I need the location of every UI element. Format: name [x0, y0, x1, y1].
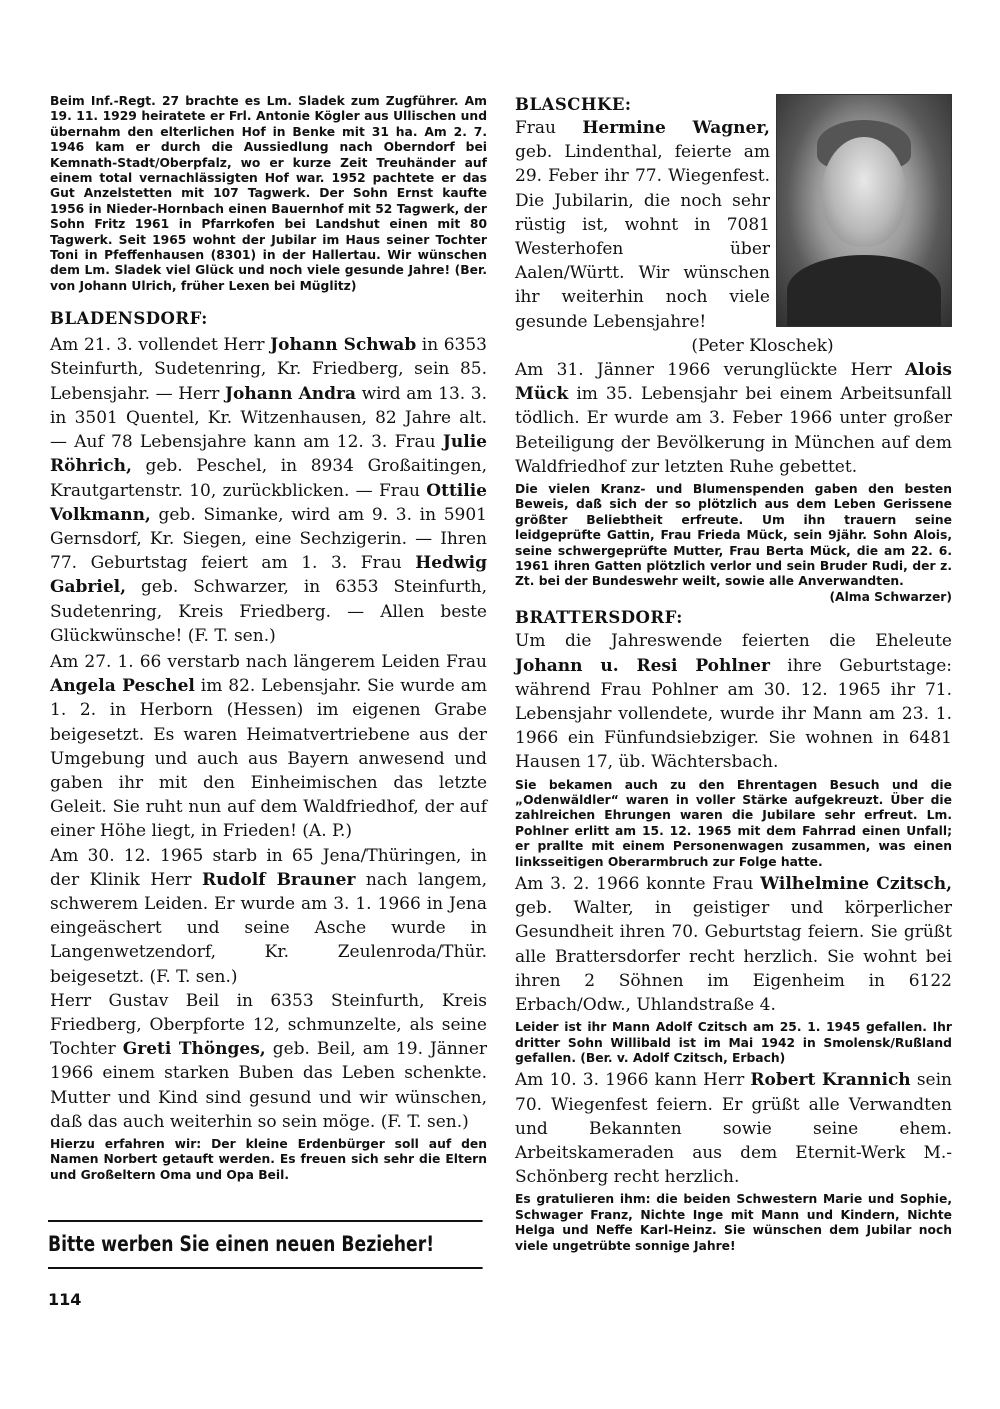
name-johann-resi-pohlner: Johann u. Resi Pohlner — [515, 655, 770, 676]
name-johann-schwab: Johann Schwab — [270, 335, 417, 356]
right-column — [515, 94, 952, 1254]
pohlner-birthday-paragraph: Um die Jahreswende feierten die Eheleute Johann u. Resi Pohlner ihre Geburtstage: während Frau Pohlner am 30. 12. 1965 ihr 71. Lebensjahr vollendete, wurde ihr Mann am 23. 1. 1966 ein Fünfundsiebziger. Sie wohnen in 6481 Hausen 17, üb. Wächtersbach. — [515, 631, 952, 773]
name-norbert: Norbert — [103, 1152, 158, 1167]
blaschke-section — [515, 94, 952, 358]
name-hermine-wagner: Hermine Wagner, — [582, 118, 770, 138]
name-greti-thoenges: Greti Thönges, — [122, 1039, 266, 1060]
name-rudolf-brauner: Rudolf Brauner — [202, 869, 356, 890]
name-angela-peschel: Angela Peschel — [50, 676, 195, 697]
portrait-face-shape — [822, 137, 906, 247]
krannich-congratulations-paragraph: Es gratulieren ihm: die beiden Schwestern Marie und Sophie, Schwager Franz, Nichte Inge mit Mann und Kindern, Nichte Helga und Neffe Karl-Heinz. Sie wünschen dem Jubilar noch viele ungetrübte sonnige Jahre! — [515, 1192, 952, 1253]
name-wilhelmine-czitsch: Wilhelmine Czitsch, — [760, 873, 953, 894]
name-johann-andra: Johann Andra — [224, 383, 357, 404]
section-heading-blaschke: BLASCHKE: — [515, 95, 632, 114]
signature-schwarzer: (Alma Schwarzer) — [829, 589, 952, 604]
obituary-brauner-paragraph: Am 30. 12. 1965 starb in 65 Jena/Thüringen, in der Klinik Herr Rudolf Brauner nach langem, schwerem Leiden. Er wurde am 3. 1. 1966 in Jena eingeäschert und seine Asche wurde in Langenwetzendorf, Kr. Zeulenroda/Thür. beigesetzt. (F. T. sen.) — [50, 845, 487, 987]
name-ottilie-volkmann: Ottilie Volkmann, — [50, 480, 487, 525]
wagner-birthday-paragraph: Frau Hermine Wagner, geb. Lindenthal, feierte am 29. Feber ihr 77. Wiegenfest. Die Jubilarin, die noch sehr rüstig ist, wohnt in 7081 Westerhofen über Aalen/Württ. Wir wünschen ihr weiterhin noch viele gesunde Lebensjahre! — [515, 118, 770, 332]
subscriber-banner: Bitte werben Sie einen neuen Bezieher! — [48, 1220, 483, 1269]
name-robert-krannich: Robert Krannich — [750, 1070, 911, 1091]
left-column — [50, 94, 487, 1183]
portrait-body-shape — [787, 255, 941, 326]
section-heading-brattersdorf: BRATTERSDORF: — [515, 608, 683, 628]
signature-kloschek: (Peter Kloschek) — [691, 335, 834, 356]
sladek-intro-paragraph: Beim Inf.-Regt. 27 brachte es Lm. Sladek zum Zugführer. Am 19. 11. 1929 heiratete er Frl. Antonie Kögler aus Ullischen und übernahm den elterlichen Hof in Benke mit 31 ha. Am 2. 7. 1946 kam er durch die Aussiedlung nach Oberndorf bei Kemnath-Stadt/Oberpfalz, wo er kurze Zeit Treuhänder auf einem total vernachlässigten Hof war. 1952 pachtete er das Gut Anzelstetten mit 107 Tagwerk. Der Sohn Ernst kaufte 1956 in Nieder-Hornbach einen Bauernhof mit 52 Tagwerk, der Sohn Fritz 1961 in Pfarrkofen bei Landshut einen mit 80 Tagwerk. Seit 1965 wohnt der Jubilar im Haus seiner Tochter Toni in Pfeffenhausen (8301) in der Hallertau. Wir wünschen dem Lm. Sladek viel Glück und noch viele gesunde Jahre! (Ber. von Johann Ulrich, früher Lexen bei Müglitz) — [50, 94, 487, 293]
pohlner-visit-paragraph: Sie bekamen auch zu den Ehrentagen Besuch und die „Odenwäldler“ waren in voller Stärke aufgekreuzt. Über die zahlreichen Ehrungen waren die Jubilare sehr erfreut. Lm. Pohlner erlitt am 15. 12. 1965 mit dem Fahrrad einen Unfall; er prallte mit einem Personenwagen zusammen, was einen linksseitigen Oberarmbruch zur Folge hatte. — [515, 777, 952, 869]
name-alois-mueck: Alois Mück — [515, 360, 952, 405]
czitsch-family-paragraph: Leider ist ihr Mann Adolf Czitsch am 25. 1. 1945 gefallen. Ihr dritter Sohn Willibald ist im Mai 1942 in Smolensk/Rußland gefallen. (Ber. v. Adolf Czitsch, Erbach) — [515, 1020, 952, 1065]
obituary-mueck-paragraph: Am 31. Jänner 1966 verunglückte Herr Alois Mück im 35. Lebensjahr bei einem Arbeitsunfall tödlich. Er wurde am 3. Feber 1966 unter großer Beteiligung der Bevölkerung in München auf dem Waldfriedhof zur letzten Ruhe gebettet. — [515, 360, 952, 477]
czitsch-birthday-paragraph: Am 3. 2. 1966 konnte Frau Wilhelmine Czitsch, geb. Walter, in geistiger und körperlicher Gesundheit ihren 70. Geburtstag feiern. Sie grüßt alle Brattersdorfer recht herzlich. Sie wohnt bei ihren 2 Söhnen im Eigenheim in 6122 Erbach/Odw., Uhlandstraße 4. — [515, 873, 953, 1015]
birth-announcement-paragraph: Herr Gustav Beil in 6353 Steinfurth, Kreis Friedberg, Oberpforte 12, schmunzelte, als seine Tochter Greti Thönges, geb. Beil, am 19. Jänner 1966 einem starken Buben das Leben schenkte. Mutter und Kind sind gesund und wir wünschen, daß das auch weiterhin so sein möge. (F. T. sen.) — [50, 990, 488, 1132]
krannich-birthday-paragraph: Am 10. 3. 1966 kann Herr Robert Krannich sein 70. Wiegenfest feiern. Er grüßt alle Verwandten und Bekannten sowie seine ehem. Arbeitskameraden aus dem Eternit-Werk M.-Schönberg recht herzlich. — [515, 1070, 952, 1188]
obituary-peschel-paragraph: Am 27. 1. 66 verstarb nach längerem Leiden Frau Angela Peschel im 82. Lebensjahr. Sie wurde am 1. 2. in Herborn (Hessen) im eigenen Grabe beigesetzt. Es waren Heimatvertriebene aus der Umgebung und auch aus Bayern anwesend und gaben ihr mit den Einheimischen das letzte Geleit. Sie ruht nun auf dem Waldfriedhof, der auf einer Höhe liegt, in Frieden! (A. P.) — [50, 651, 488, 842]
section-heading-bladensdorf: BLADENSDORF: — [50, 309, 208, 329]
name-hedwig-gabriel: Hedwig Gabriel, — [50, 553, 487, 598]
baptism-note-paragraph: Hierzu erfahren wir: Der kleine Erdenbürger soll auf den Namen Norbert getauft werden. Es freuen sich sehr die Eltern und Großeltern Oma und Opa Beil. — [50, 1136, 487, 1182]
portrait-photo — [776, 94, 952, 327]
birthday-paragraph: Am 21. 3. vollendet Herr Johann Schwab in 6353 Steinfurth, Sudetenring, Kr. Friedberg, sein 85. Lebensjahr. — Herr Johann Andra wird am 13. 3. in 3501 Quentel, Kr. Witzenhausen, 82 Jahre alt. — Auf 78 Lebensjahre kann am 12. 3. Frau Julie Röhrich, geb. Peschel, in 8934 Großaitingen, Krautgartenstr. 10, zurückblicken. — Frau Ottilie Volkmann, geb. Simanke, wird am 9. 3. in 5901 Gernsdorf, Kr. Siegen, eine Sechzigerin. — Ihren 77. Geburtstag feiert am 1. 3. Frau Hedwig Gabriel, geb. Schwarzer, in 6353 Steinfurth, Sudetenring, Kreis Friedberg. — Allen beste Glückwünsche! (F. T. sen.) — [50, 335, 487, 646]
name-julie-roehrich: Julie Röhrich, — [50, 432, 487, 477]
blaschke-text — [515, 94, 770, 334]
mueck-mourning-paragraph: Die vielen Kranz- und Blumenspenden gaben den besten Beweis, daß sich der so plötzlich aus dem Leben Gerissene größter Beliebtheit erfreute. Um ihn trauern seine leidgeprüfte Gattin, Frau Frieda Mück, sein 9jähr. Sohn Alois, seine schwergeprüfte Mutter, Frau Berta Mück, die am 22. 6. 1961 ihren Gatten plötzlich verlor und sein Bruder Rudi, der z. Zt. bei der Bundeswehr weilt, sowie alle Anverwandten. — [515, 482, 952, 589]
page-number: 114 — [48, 1290, 82, 1309]
